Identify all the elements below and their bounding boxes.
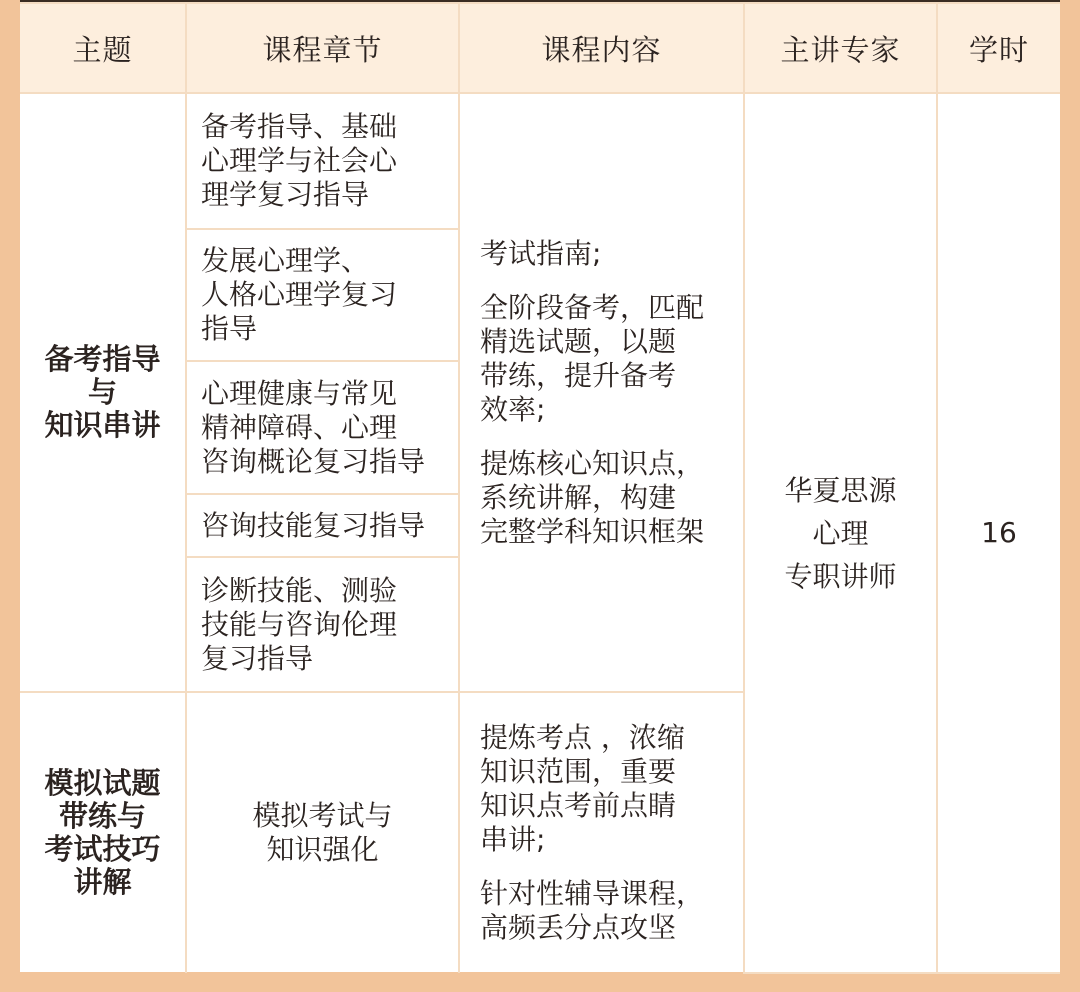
chapter-cell: 备考指导、基础 心理学与社会心 理学复习指导 (186, 93, 459, 229)
content-paragraph: 提炼核心知识点， 系统讲解，构建 完整学科知识框架 (480, 446, 705, 548)
content-paragraph: 针对性辅导课程， 高频丢分点攻坚 (480, 877, 705, 944)
hours-cell: 16 (937, 93, 1060, 973)
chapter-cell: 咨询技能复习指导 (186, 494, 459, 557)
chapter-cell: 发展心理学、 人格心理学复习 指导 (186, 229, 459, 361)
header-expert: 主讲专家 (744, 3, 937, 93)
header-hours: 学时 (937, 3, 1060, 93)
content-paragraph: 全阶段备考，匹配 精选试题，以题 带练，提升备考 效率; (480, 290, 705, 426)
content-cell (459, 692, 744, 973)
header-content: 课程内容 (459, 3, 744, 93)
course-schedule-table (20, 2, 1060, 974)
content-paragraph: 提炼考点 ，浓缩 知识范围，重要 知识点考前点睛 串讲; (480, 721, 685, 856)
content-cell (459, 93, 744, 692)
header-row (20, 3, 1060, 93)
header-topic: 主题 (20, 3, 186, 93)
header-chapter: 课程章节 (186, 3, 459, 93)
chapter-cell: 心理健康与常见 精神障碍、心理 咨询概论复习指导 (186, 361, 459, 494)
chapter-cell: 诊断技能、测验 技能与咨询伦理 复习指导 (186, 557, 459, 692)
topic-cell: 模拟试题 带练与 考试技巧 讲解 (20, 692, 186, 973)
table-row (20, 93, 1060, 229)
content-paragraph: 考试指南; (480, 236, 602, 270)
chapter-cell: 模拟考试与 知识强化 (186, 692, 459, 973)
expert-cell: 华夏思源 心理 专职讲师 (744, 93, 937, 973)
topic-cell: 备考指导 与 知识串讲 (20, 93, 186, 692)
